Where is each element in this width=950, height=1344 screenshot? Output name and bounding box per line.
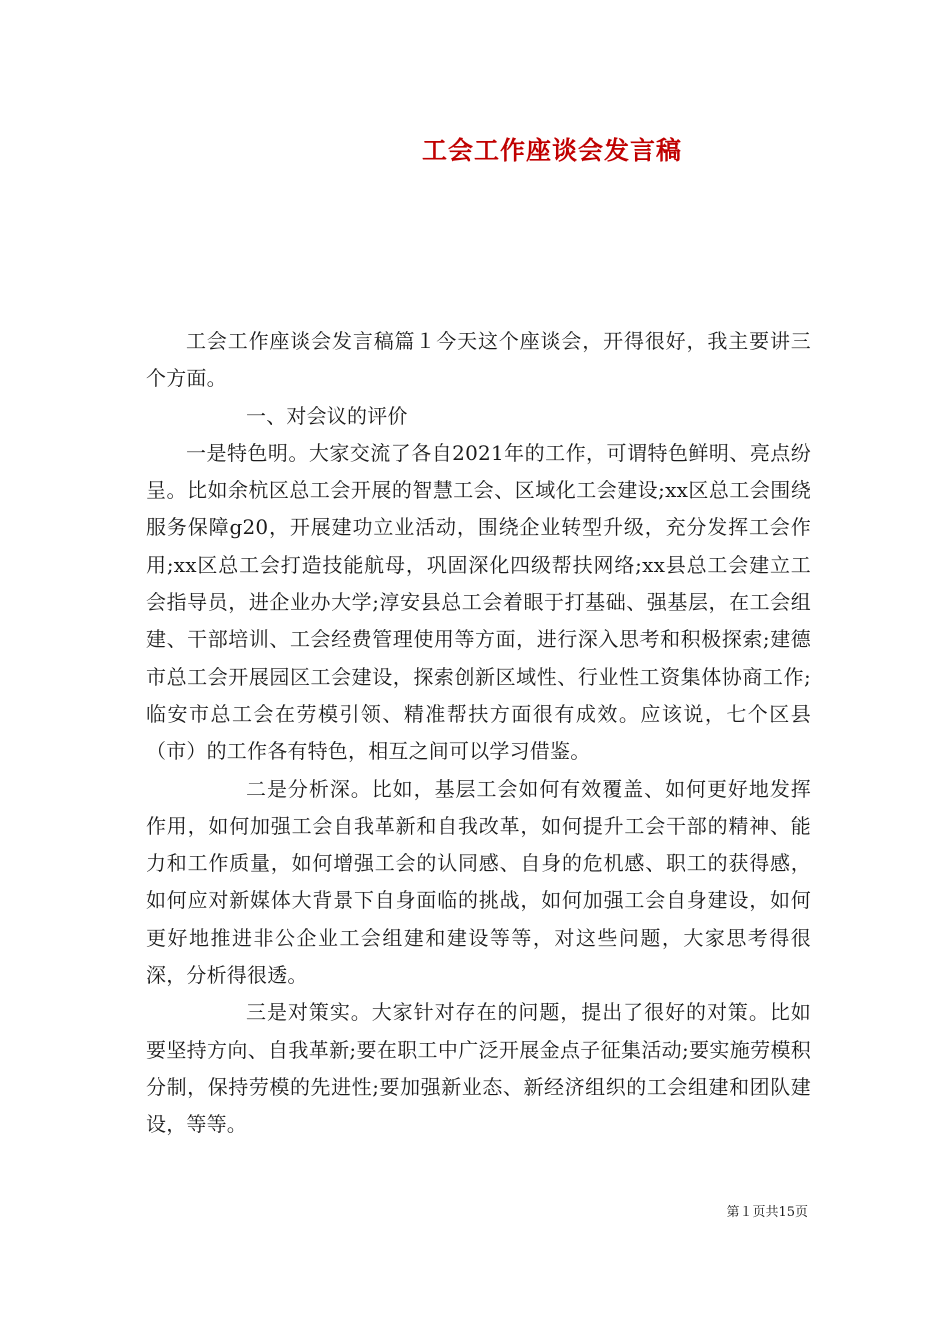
section-heading: 一、对会议的评价	[246, 403, 408, 428]
document-title: 工会工作座谈会发言稿	[421, 136, 682, 165]
document-body	[146, 323, 811, 1144]
intro-paragraph: 工会工作座谈会发言稿篇１今天这个座谈会，开得很好，我主要讲三个方面。	[146, 329, 811, 391]
body-paragraph: 二是分析深。比如，基层工会如何有效覆盖、如何更好地发挥作用，如何加强工会自我革新和自我改革，如何提升工会干部的精神、能力和工作质量，如何增强工会的认同感、自身的危机感、职工的获得感，如何应对新媒体大背景下自身面临的挑战，如何加强工会自身建设，如何更好地推进非公企业工会组建和建设等等，对这些问题，大家思考得很深，分析得很透。	[146, 776, 811, 988]
page-number: 第１页共15页	[726, 1205, 808, 1220]
body-paragraph: 三是对策实。大家针对存在的问题，提出了很好的对策。比如要坚持方向、自我革新;要在职工中广泛开展金点子征集活动;要实施劳模积分制，保持劳模的先进性;要加强新业态、新经济组织的工会组建和团队建设，等等。	[146, 1000, 811, 1137]
body-paragraph: 一是特色明。大家交流了各自2021年的工作，可谓特色鲜明、亮点纷呈。比如余杭区总工会开展的智慧工会、区域化工会建设;xx区总工会围绕服务保障g20，开展建功立业活动，围绕企业转型升级，充分发挥工会作用;xx区总工会打造技能航母，巩固深化四级帮扶网络;xx县总工会建立工会指导员，进企业办大学;淳安县总工会着眼于打基础、强基层，在工会组建、干部培训、工会经费管理使用等方面，进行深入思考和积极探索;建德市总工会开展园区工会建设，探索创新区域性、行业性工资集体协商工作;临安市总工会在劳模引领、精准帮扶方面很有成效。应该说，七个区县（市）的工作各有特色，相互之间可以学习借鉴。	[146, 440, 811, 764]
